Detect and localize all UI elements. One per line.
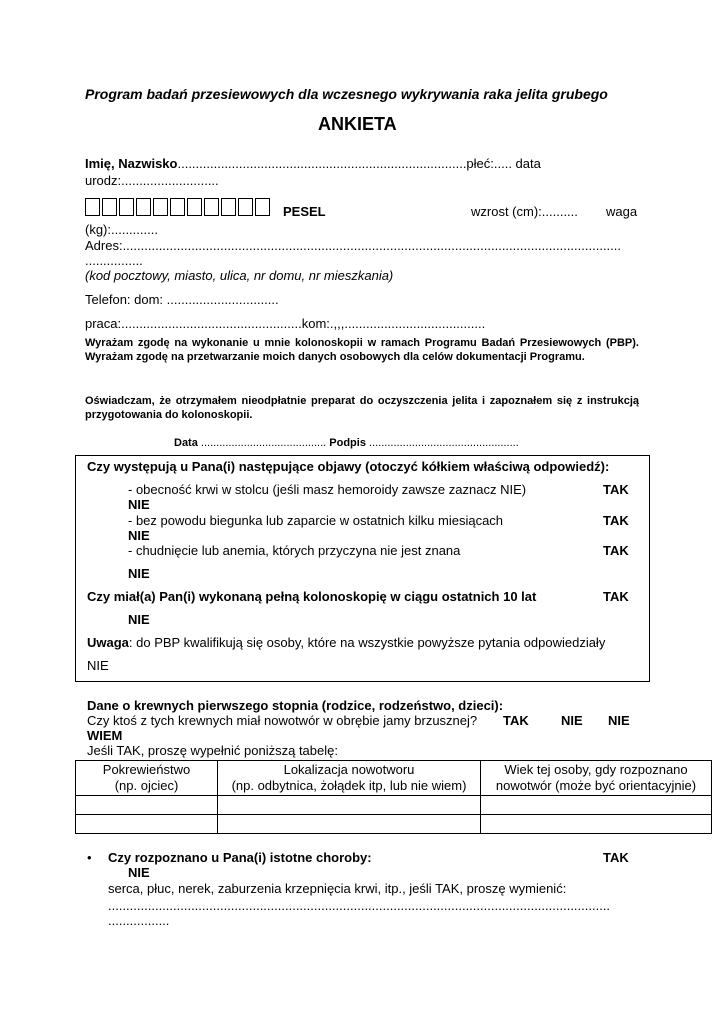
relatives-heading: Dane o krewnych pierwszego stopnia (rodzice, rodzeństwo, dzieci): bbox=[87, 698, 504, 713]
address-continuation[interactable]: ................ bbox=[85, 253, 143, 268]
weight-label: waga bbox=[606, 204, 638, 219]
header-relationship bbox=[76, 761, 218, 796]
table-cell[interactable] bbox=[481, 815, 712, 834]
relatives-no[interactable]: NIE bbox=[561, 713, 583, 728]
header-relationship-line2: (np. ojciec) bbox=[114, 778, 179, 793]
colonoscopy-no[interactable]: NIE bbox=[128, 612, 150, 627]
header-location bbox=[218, 761, 481, 796]
colonoscopy-yes[interactable]: TAK bbox=[603, 589, 629, 604]
header-age-line1: Wiek tej osoby, gdy rozpoznano bbox=[504, 762, 688, 777]
table-row bbox=[76, 796, 712, 815]
date-dots: ......................................... bbox=[200, 437, 327, 449]
symptom-2-no[interactable]: NIE bbox=[128, 528, 150, 543]
signature-dots: ................................................. bbox=[369, 437, 519, 449]
symptom-1-yes[interactable]: TAK bbox=[603, 482, 629, 497]
weight-field[interactable]: (kg):............. bbox=[85, 222, 158, 237]
birth-line[interactable]: urodz:........................... bbox=[85, 173, 219, 188]
symptom-1-no[interactable]: NIE bbox=[128, 497, 150, 512]
note-text: : do PBP kwalifikują się osoby, które na wszystkie powyższe pytania odpowiedziały bbox=[128, 635, 606, 650]
name-dots: ................................................................................płeć:..... data bbox=[177, 156, 541, 171]
date-signature-line[interactable] bbox=[174, 436, 519, 450]
pesel-label: PESEL bbox=[283, 204, 326, 219]
address-hint: (kod pocztowy, miasto, ulica, nr domu, nr mieszkania) bbox=[85, 268, 394, 283]
symptom-3-text: - chudnięcie lub anemia, których przyczyna nie jest znana bbox=[128, 543, 461, 558]
table-header-row bbox=[76, 761, 712, 796]
pesel-box[interactable] bbox=[136, 198, 151, 216]
relatives-question: Czy ktoś z tych krewnych miał nowotwór w obrębie jamy brzusznej? bbox=[87, 713, 478, 728]
table-cell[interactable] bbox=[218, 796, 481, 815]
symptom-3-no[interactable]: NIE bbox=[128, 566, 150, 581]
header-relationship-line1: Pokrewieństwo bbox=[102, 762, 191, 777]
pesel-box[interactable] bbox=[119, 198, 134, 216]
program-title: Program badań przesiewowych dla wczesnego wykrywania raka jelita grubego bbox=[85, 86, 608, 102]
date-label: Data bbox=[174, 437, 198, 449]
symptoms-question: Czy występują u Pana(i) następujące objawy (otoczyć kółkiem właściwą odpowiedź): bbox=[87, 459, 610, 474]
address-field[interactable]: Adres:.......................................................................................................................................... bbox=[85, 238, 622, 253]
pesel-box[interactable] bbox=[153, 198, 168, 216]
symptom-1-text: - obecność krwi w stolcu (jeśli masz hemoroidy zawsze zaznacz NIE) bbox=[128, 482, 527, 497]
note-label: Uwaga bbox=[87, 635, 129, 650]
pesel-box[interactable] bbox=[187, 198, 202, 216]
pesel-box[interactable] bbox=[255, 198, 270, 216]
table-cell[interactable] bbox=[218, 815, 481, 834]
pesel-box[interactable] bbox=[85, 198, 100, 216]
table-cell[interactable] bbox=[76, 815, 218, 834]
declaration-text: Oświadczam, że otrzymałem nieodpłatnie preparat do oczyszczenia jelita i zapoznałem się z instrukcją przygotowania do kolonoskopii. bbox=[85, 395, 639, 421]
pesel-box[interactable] bbox=[204, 198, 219, 216]
height-field[interactable]: wzrost (cm):.......... bbox=[471, 204, 578, 219]
bullet-icon: • bbox=[87, 850, 92, 865]
table-cell[interactable] bbox=[76, 796, 218, 815]
phone-work-field[interactable]: praca:..................................................kom:.,,,....................................... bbox=[85, 316, 486, 331]
name-label: Imię, Nazwisko bbox=[85, 156, 178, 171]
signature-label: Podpis bbox=[329, 437, 366, 449]
symptom-3-yes[interactable]: TAK bbox=[603, 543, 629, 558]
diseases-answer-line1[interactable]: ........................................................................................................................................... bbox=[108, 898, 611, 913]
pesel-box[interactable] bbox=[102, 198, 117, 216]
relatives-table bbox=[75, 760, 712, 834]
qualification-note bbox=[87, 635, 605, 650]
relatives-instruction: Jeśli TAK, proszę wypełnić poniższą tabelę: bbox=[87, 743, 338, 758]
header-location-line1: Lokalizacja nowotworu bbox=[283, 762, 415, 777]
diseases-question: Czy rozpoznano u Pana(i) istotne choroby: bbox=[108, 850, 372, 865]
form-title: ANKIETA bbox=[318, 114, 397, 134]
symptom-2-yes[interactable]: TAK bbox=[603, 513, 629, 528]
relatives-yes[interactable]: TAK bbox=[503, 713, 529, 728]
table-row bbox=[76, 815, 712, 834]
diseases-no[interactable]: NIE bbox=[128, 865, 150, 880]
pesel-box[interactable] bbox=[238, 198, 253, 216]
table-cell[interactable] bbox=[481, 796, 712, 815]
header-location-line2: (np. odbytnica, żołądek itp, lub nie wiem) bbox=[231, 778, 467, 793]
header-age-line2: nowotwór (może być orientacyjnie) bbox=[495, 778, 697, 793]
pesel-boxes[interactable] bbox=[85, 198, 272, 216]
phone-home-field[interactable]: Telefon: dom: ............................... bbox=[85, 292, 279, 307]
relatives-unknown-part2[interactable]: WIEM bbox=[87, 728, 123, 743]
diseases-detail: serca, płuc, nerek, zaburzenia krzepnięcia krwi, itp., jeśli TAK, proszę wymienić: bbox=[108, 881, 567, 896]
diseases-yes[interactable]: TAK bbox=[603, 850, 629, 865]
name-line[interactable] bbox=[85, 156, 541, 171]
note-answer: NIE bbox=[87, 658, 109, 673]
header-age bbox=[481, 761, 712, 796]
diseases-answer-line2[interactable]: ................. bbox=[108, 913, 170, 928]
pesel-box[interactable] bbox=[221, 198, 236, 216]
pesel-box[interactable] bbox=[170, 198, 185, 216]
relatives-unknown-part1[interactable]: NIE bbox=[608, 713, 630, 728]
consent-text: Wyrażam zgodę na wykonanie u mnie kolonoskopii w ramach Programu Badań Przesiewowych (PBP). Wyrażam zgodę na przetwarzanie moich danych osobowych dla celów dokumentacji Programu. bbox=[85, 337, 639, 363]
symptom-2-text: - bez powodu biegunka lub zaparcie w ostatnich kilku miesiącach bbox=[128, 513, 504, 528]
colonoscopy-question: Czy miał(a) Pan(i) wykonaną pełną kolonoskopię w ciągu ostatnich 10 lat bbox=[87, 589, 537, 604]
